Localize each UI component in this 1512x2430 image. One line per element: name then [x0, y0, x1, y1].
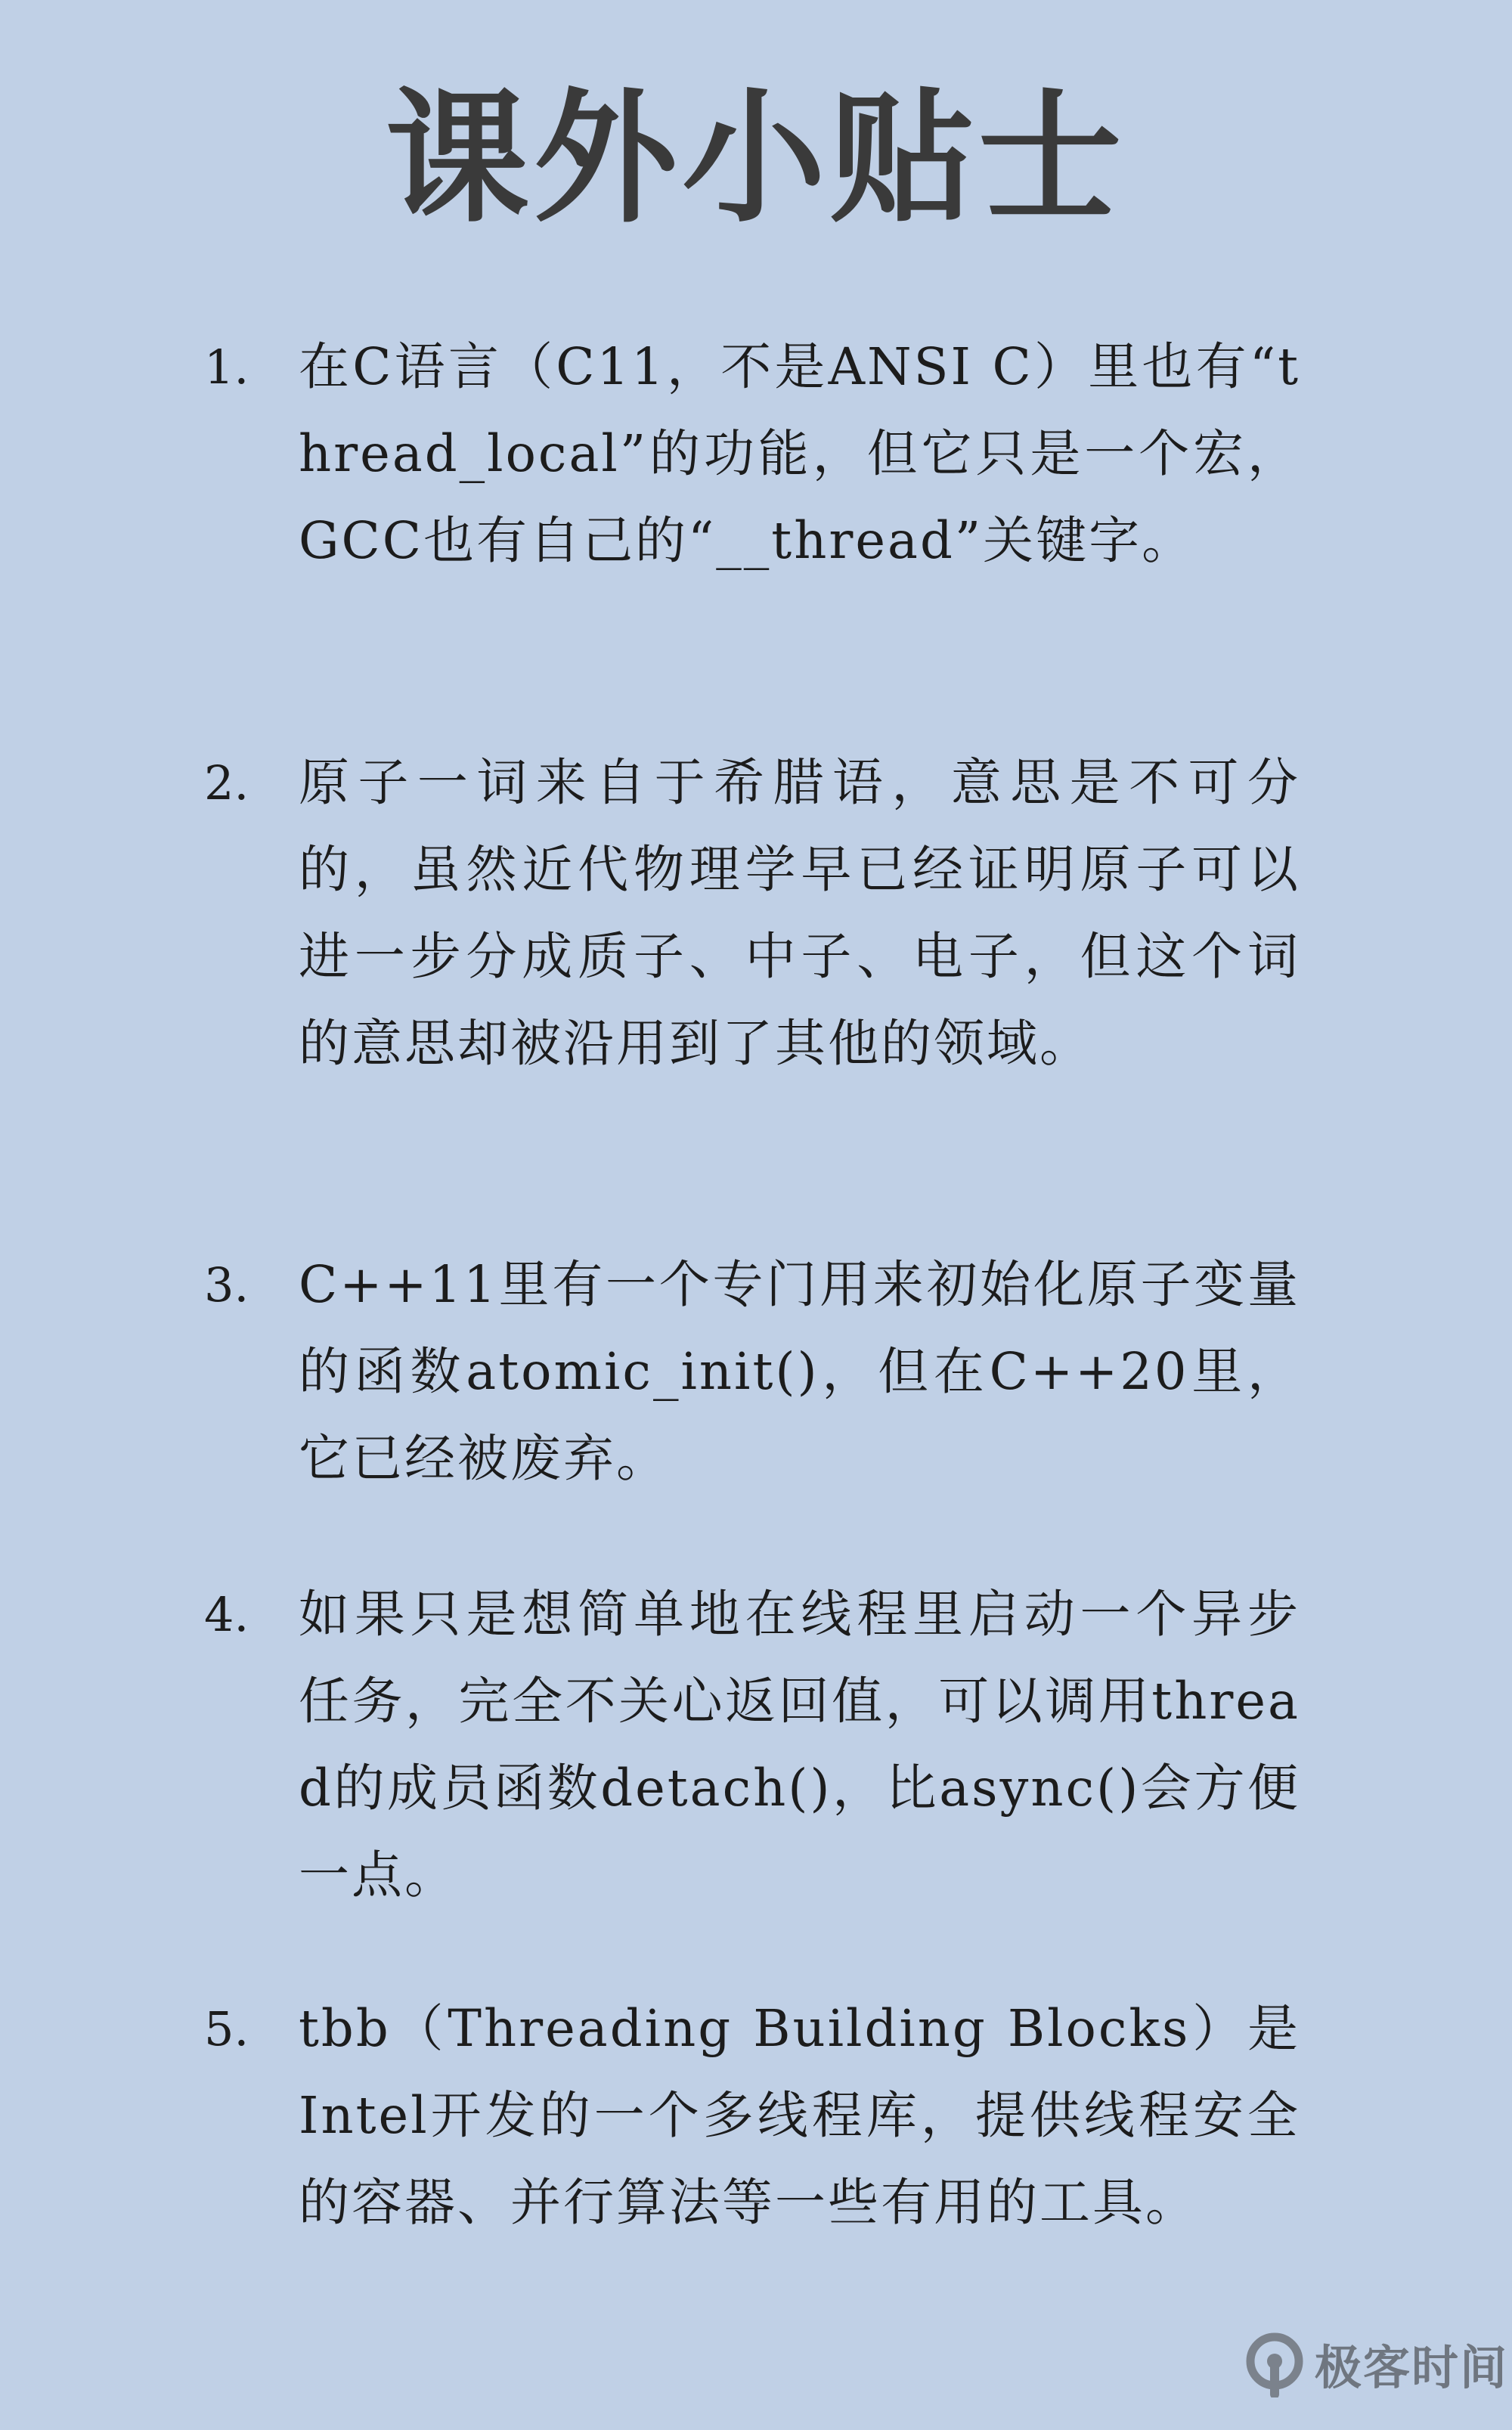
tip-text: 原子一词来自于希腊语，意思是不可分的，虽然近代物理学早已经证明原子可以进一步分成质子、中子、电子，但这个词的意思却被沿用到了其他的领域。 — [299, 753, 1300, 1073]
geektime-logo-icon — [1241, 2329, 1309, 2397]
tip-item — [204, 1241, 1308, 1502]
tip-number: 2. — [204, 755, 249, 811]
tip-item — [204, 739, 1308, 1087]
tip-number: 5. — [204, 2001, 249, 2057]
tip-number: 1. — [204, 339, 249, 395]
tip-item — [204, 324, 1308, 584]
tip-number: 3. — [204, 1257, 249, 1313]
page-title: 课外小贴士 — [385, 75, 1126, 242]
tip-text: tbb（Threading Building Blocks）是Intel开发的一个多线程库，提供线程安全的容器、并行算法等一些有用的工具。 — [299, 1999, 1300, 2232]
tip-number: 4. — [204, 1587, 249, 1642]
tip-text: C++11里有一个专门用来初始化原子变量的函数atomic_init()，但在C++20里，它已经被废弃。 — [299, 1255, 1300, 1488]
logo-text: 极客时间 — [1314, 2339, 1508, 2395]
tip-item — [204, 1985, 1308, 2246]
tip-text: 如果只是想简单地在线程里启动一个异步任务，完全不关心返回值，可以调用thread的成员函数detach()，比async()会方便一点。 — [299, 1585, 1300, 1905]
geektime-logo — [1241, 2326, 1508, 2401]
tip-item — [204, 1571, 1308, 1919]
tip-text: 在C语言（C11，不是ANSI C）里也有“thread_local”的功能，但它只是一个宏，GCC也有自己的“__thread”关键字。 — [299, 337, 1300, 570]
